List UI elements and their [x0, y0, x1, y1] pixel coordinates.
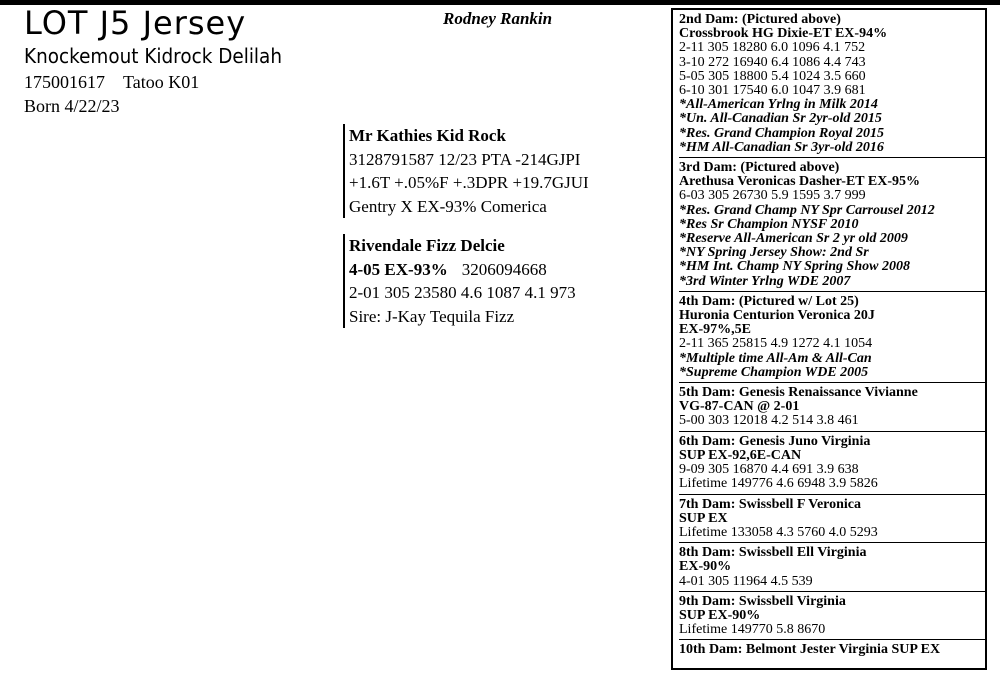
- dam-honor: *HM All-Canadian Sr 3yr-old 2016: [679, 139, 884, 155]
- dam-record: 6-03 305 26730 5.9 1595 3.7 999: [679, 188, 866, 204]
- dam-name-line: SUP EX-90%: [679, 607, 761, 623]
- dam-record: 5-00 303 12018 4.2 514 3.8 461: [679, 413, 859, 429]
- tattoo: Tatoo K01: [123, 72, 200, 92]
- dam-header: 2nd Dam: (Pictured above): [679, 12, 841, 27]
- dam-header: 3rd Dam: (Pictured above): [679, 160, 840, 176]
- dam-record: 6-10 301 17540 6.0 1047 3.9 681: [679, 83, 866, 99]
- sire-name: Mr Kathies Kid Rock: [349, 126, 506, 145]
- dam-honor: *Res Sr Champion NYSF 2010: [679, 216, 859, 232]
- dam-header: 10th Dam: Belmont Jester Virginia SUP EX: [679, 642, 941, 658]
- dam-record: 2-01 305 23580 4.6 1087 4.1 973: [349, 283, 576, 302]
- dam-section: [679, 386, 985, 432]
- dam-record: 2-11 305 18280 6.0 1096 4.1 752: [679, 40, 866, 56]
- dam-name-line: SUP EX: [679, 510, 728, 526]
- dam-section: [679, 546, 985, 592]
- dam-section: [679, 13, 985, 158]
- dam-name: Rivendale Fizz Delcie: [349, 236, 505, 255]
- dam-name-line: Huronia Centurion Veronica 20J: [679, 308, 875, 324]
- lot-title: LOT J5 Jersey: [24, 4, 247, 42]
- dam-header: 6th Dam: Genesis Juno Virginia: [679, 433, 871, 449]
- sire-line-3: Gentry X EX-93% Comerica: [349, 196, 547, 216]
- dam-name-line: Arethusa Veronicas Dasher-ET EX-95%: [679, 174, 921, 190]
- dam-classification: 4-05 EX-93%: [349, 259, 448, 279]
- registration-line: [24, 72, 199, 93]
- dam-record: Lifetime 149770 5.8 8670: [679, 622, 826, 638]
- dam-record: Lifetime 149776 4.6 6948 3.9 5826: [679, 476, 878, 492]
- dam-honor: *Un. All-Canadian Sr 2yr-old 2015: [679, 111, 882, 127]
- sire-line-1: 3128791587 12/23 PTA -214GJPI: [349, 149, 581, 169]
- dam-classification-line: [349, 258, 653, 282]
- maternal-line-box: [671, 8, 987, 670]
- birth-date: Born 4/22/23: [24, 96, 120, 116]
- dam-header: 7th Dam: Swissbell F Veronica: [679, 496, 862, 512]
- dam-record: 4-01 305 11964 4.5 539: [679, 573, 813, 589]
- dam-section: [679, 498, 985, 544]
- dam-block: [343, 234, 653, 328]
- pedigree: [343, 124, 653, 328]
- dam-header: 9th Dam: Swissbell Virginia: [679, 593, 846, 609]
- dam-section: [679, 595, 985, 641]
- dam-record: 9-09 305 16870 4.4 691 3.9 638: [679, 462, 859, 478]
- dam-section: [679, 643, 985, 659]
- dam-record: 2-11 365 25815 4.9 1272 4.1 1054: [679, 336, 873, 352]
- dam-name-line: VG-87-CAN @ 2-01: [679, 399, 800, 415]
- dam-name-line: EX-90%: [679, 559, 732, 575]
- dam-honor: *All-American Yrlng in Milk 2014: [679, 97, 878, 113]
- dam-honor: *Reserve All-American Sr 2 yr old 2009: [679, 231, 908, 247]
- dam-record: Lifetime 133058 4.3 5760 4.0 5293: [679, 524, 878, 540]
- registration-number: 175001617: [24, 72, 105, 92]
- sire-line-2: +1.6T +.05%F +.3DPR +19.7GJUI: [349, 173, 589, 192]
- dam-honor: *Res. Grand Champion Royal 2015: [679, 125, 884, 141]
- dam-honor: *Res. Grand Champ NY Spr Carrousel 2012: [679, 202, 935, 218]
- dam-record: 5-05 305 18800 5.4 1024 3.5 660: [679, 68, 866, 84]
- dam-registration: 3206094668: [461, 259, 547, 279]
- consignor-name: Rodney Rankin: [443, 9, 553, 28]
- animal-name: Knockemout Kidrock Delilah: [24, 44, 282, 68]
- dam-honor: *Supreme Champion WDE 2005: [679, 364, 869, 380]
- dam-honor: *HM Int. Champ NY Spring Show 2008: [679, 259, 910, 275]
- dam-section: [679, 295, 985, 383]
- dam-sire: Sire: J-Kay Tequila Fizz: [349, 306, 515, 326]
- dam-header: 5th Dam: Genesis Renaissance Vivianne: [679, 385, 918, 401]
- dam-name-line: SUP EX-92,6E-CAN: [679, 447, 802, 463]
- dam-name-line: EX-97%,5E: [679, 322, 751, 338]
- dam-header: 4th Dam: (Pictured w/ Lot 25): [679, 293, 859, 309]
- dam-section: [679, 161, 985, 292]
- dam-honor: *NY Spring Jersey Show: 2nd Sr: [679, 245, 869, 261]
- dam-honor: *Multiple time All-Am & All-Can: [679, 350, 872, 366]
- dam-record: 3-10 272 16940 6.4 1086 4.4 743: [679, 54, 866, 70]
- dam-honor: *3rd Winter Yrlng WDE 2007: [679, 273, 851, 289]
- dam-name-line: Crossbrook HG Dixie-ET EX-94%: [679, 26, 888, 42]
- sire-block: [343, 124, 653, 218]
- dam-section: [679, 435, 985, 495]
- dam-header: 8th Dam: Swissbell Ell Virginia: [679, 545, 867, 561]
